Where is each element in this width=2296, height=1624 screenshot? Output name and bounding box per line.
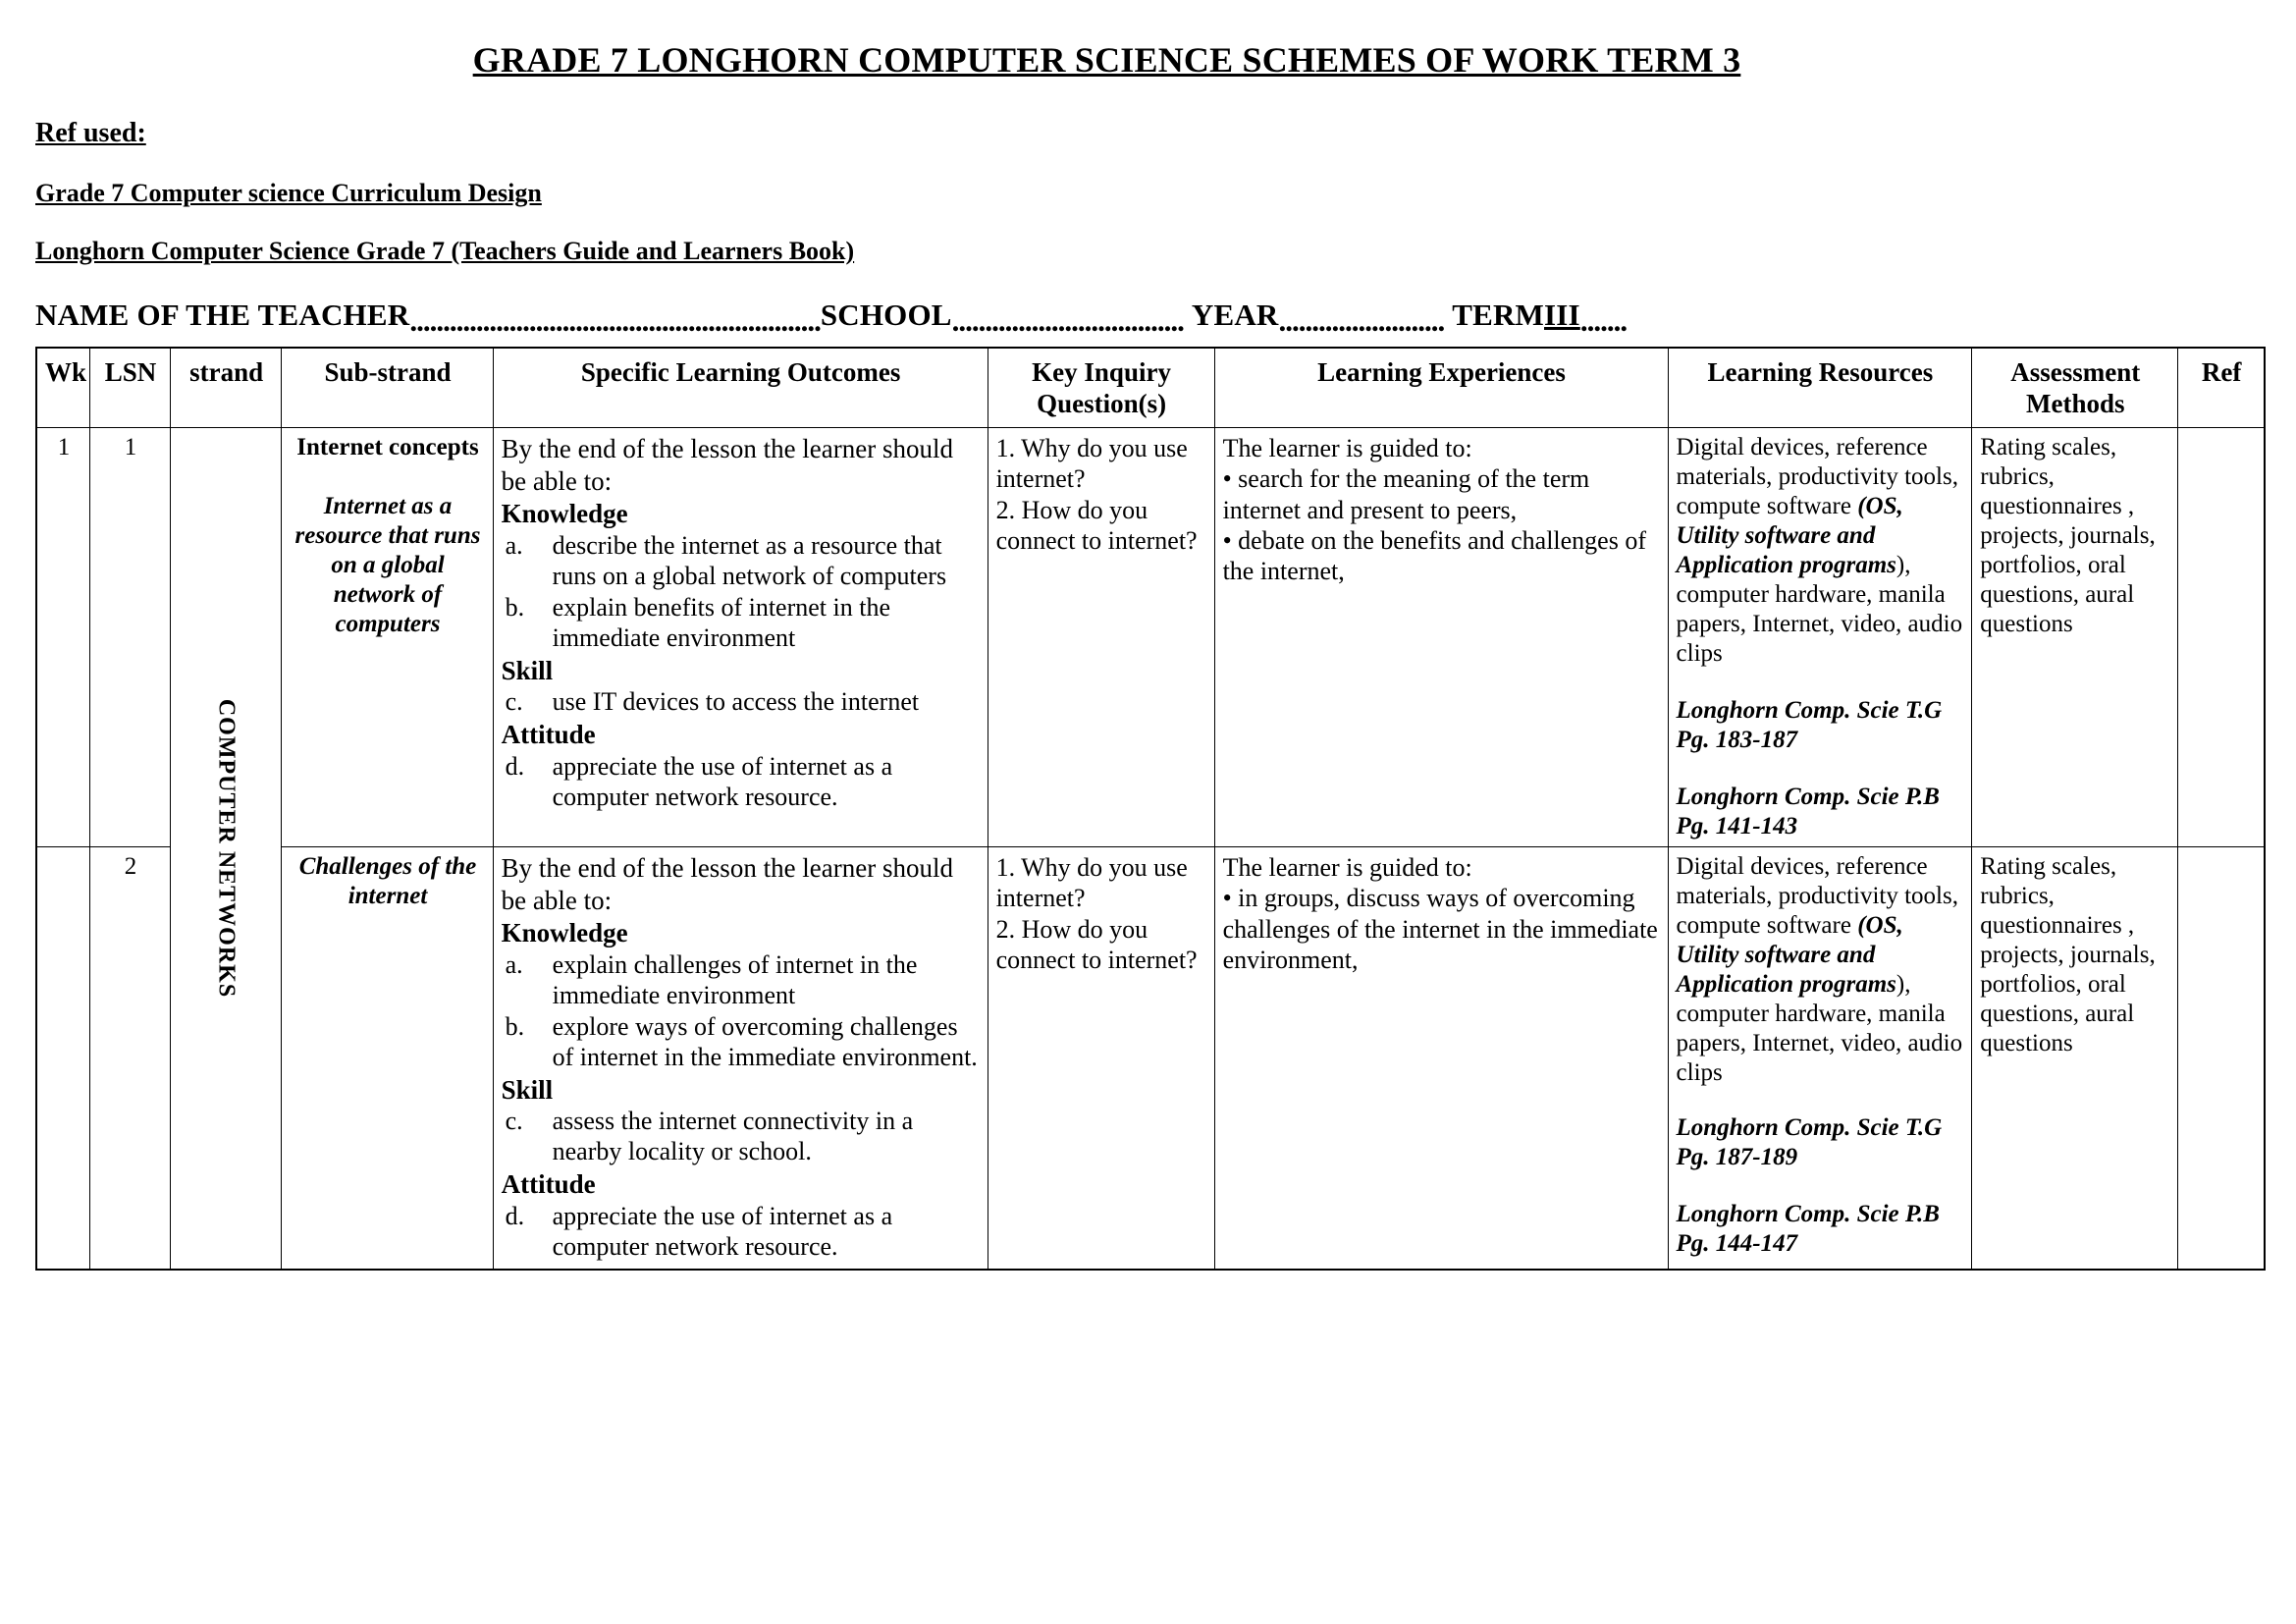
schemes-of-work-table: [35, 347, 2266, 1271]
slo-item-marker: b.: [505, 1011, 525, 1041]
slo-item: [502, 531, 981, 592]
learning-resources-part1: Digital devices, reference materials, productivity tools, compute software: [1676, 853, 1958, 940]
assessment-methods-text: Rating scales, rubrics, questionnaires , projects, journals, portfolios, oral questions, aural questions: [1980, 434, 2156, 638]
column-header-assessment-methods: [1972, 348, 2178, 428]
sub-strand-title: Internet concepts: [296, 434, 479, 461]
learning-resource-reference: Longhorn Comp. Scie T.G Pg. 187-189: [1676, 1114, 1943, 1171]
slo-category-skill: Skill: [501, 1074, 554, 1105]
learning-resource-reference: Longhorn Comp. Scie P.B Pg. 144-147: [1676, 1201, 1940, 1258]
slo-item: [502, 950, 981, 1011]
learning-experience-bullet: • debate on the benefits and challenges of the internet,: [1222, 525, 1646, 585]
cell-learning-experiences: [1214, 847, 1668, 1270]
ref-item-curriculum-design: Grade 7 Computer science Curriculum Design: [35, 179, 542, 207]
cell-key-inquiry-questions: [988, 428, 1214, 847]
school-label: SCHOOL: [820, 298, 952, 332]
learning-resource-reference: Longhorn Comp. Scie P.B Pg. 141-143: [1676, 784, 1940, 840]
learning-experiences-lead: The learner is guided to:: [1222, 434, 1472, 463]
kiq-header-line2: Question(s): [1037, 389, 1167, 419]
ref-item-longhorn-book: Longhorn Computer Science Grade 7 (Teachers Guide and Learners Book): [35, 237, 855, 265]
cell-specific-learning-outcomes: [493, 847, 988, 1270]
term-value: III: [1544, 298, 1580, 332]
year-blank[interactable]: .........................: [1278, 303, 1445, 338]
kiq-header-line1: Key Inquiry: [1032, 357, 1171, 387]
cell-specific-learning-outcomes: [493, 428, 988, 847]
cell-learning-resources: [1668, 428, 1972, 847]
slo-item-text: explain benefits of internet in the immediate environment: [552, 592, 890, 652]
slo-item-marker: c.: [505, 687, 523, 717]
table-row: [36, 847, 2265, 1270]
slo-item: [502, 687, 981, 718]
cell-sub-strand: [282, 847, 493, 1270]
cell-lsn: 2: [90, 847, 171, 1270]
slo-category-knowledge: Knowledge: [501, 918, 628, 948]
slo-list-attitude: [502, 1202, 981, 1263]
term-label: TERM: [1452, 298, 1545, 332]
cell-learning-resources: [1668, 847, 1972, 1270]
learning-experience-bullet: • in groups, discuss ways of overcoming challenges of the internet in the immediate environment,: [1222, 884, 1658, 974]
cell-assessment-methods: [1972, 847, 2178, 1270]
learning-resources-emphasis: (OS, Utility software and Application programs: [1676, 493, 1903, 579]
column-header-learning-experiences: Learning Experiences: [1214, 348, 1668, 428]
learning-resources-part1: Digital devices, reference materials, productivity tools, compute software: [1676, 434, 1958, 520]
page-title-text: GRADE 7 LONGHORN COMPUTER SCIENCE SCHEMES OF WORK TERM 3: [472, 40, 1741, 80]
learning-resources-emphasis: (OS, Utility software and Application programs: [1676, 912, 1903, 999]
cell-lsn: 1: [90, 428, 171, 847]
slo-item: [502, 1012, 981, 1073]
slo-category-attitude: Attitude: [501, 720, 596, 750]
strand-rotated-label: COMPUTER NETWORKS: [213, 698, 240, 999]
slo-item-text: use IT devices to access the internet: [552, 687, 920, 717]
column-header-strand: strand: [170, 348, 281, 428]
slo-item: [502, 593, 981, 654]
slo-category-attitude: Attitude: [501, 1169, 596, 1200]
ref-used-label: Ref used:: [35, 118, 146, 148]
cell-wk: 1: [36, 428, 90, 847]
slo-item-text: describe the internet as a resource that runs on a global network of computers: [552, 530, 947, 590]
cell-assessment-methods: [1972, 428, 2178, 847]
learning-resource-reference: Longhorn Comp. Scie T.G Pg. 183-187: [1676, 697, 1943, 754]
slo-item-text: assess the internet connectivity in a nearby locality or school.: [552, 1107, 914, 1166]
term-blank[interactable]: .......: [1579, 303, 1628, 338]
slo-item-marker: b.: [505, 592, 525, 622]
slo-list-skill: [502, 1107, 981, 1167]
slo-item-text: explain challenges of internet in the immediate environment: [552, 949, 918, 1009]
assessment-header-line2: Methods: [2026, 389, 2125, 419]
slo-item-text: explore ways of overcoming challenges of internet in the immediate environment.: [552, 1011, 978, 1071]
assessment-header-line1: Assessment: [2010, 357, 2141, 387]
slo-item: [502, 752, 981, 813]
table-row: [36, 428, 2265, 847]
cell-ref: [2178, 847, 2265, 1270]
key-inquiry-question: 2. How do you connect to internet?: [995, 495, 1198, 555]
slo-list-knowledge: [502, 531, 981, 654]
table-header-row: [36, 348, 2265, 428]
slo-list-skill: [502, 687, 981, 718]
school-blank[interactable]: ...................................: [951, 303, 1184, 338]
slo-item-marker: a.: [505, 530, 523, 560]
learning-experience-bullet: • search for the meaning of the term internet and present to peers,: [1222, 464, 1590, 524]
learning-resources-part2: ), computer hardware, manila papers, Internet, video, audio clips: [1676, 971, 1963, 1087]
key-inquiry-question: 2. How do you connect to internet?: [995, 914, 1198, 974]
year-label: YEAR: [1191, 298, 1279, 332]
teacher-name-blank[interactable]: ..............................................................: [409, 303, 821, 338]
page-title: [35, 39, 2267, 81]
column-header-ref: Ref: [2178, 348, 2265, 428]
column-header-lsn: LSN: [90, 348, 171, 428]
learning-experiences-lead: The learner is guided to:: [1222, 853, 1472, 883]
learning-resources-part2: ), computer hardware, manila papers, Internet, video, audio clips: [1676, 552, 1963, 668]
learning-resources-text: [1677, 852, 1965, 1088]
slo-item: [502, 1202, 981, 1263]
learning-resources-text: [1677, 433, 1965, 669]
sub-strand-description: Challenges of the internet: [298, 853, 477, 910]
slo-lead: By the end of the lesson the learner should be able to:: [501, 853, 953, 915]
slo-item-marker: a.: [505, 949, 523, 979]
column-header-specific-learning-outcomes: Specific Learning Outcomes: [493, 348, 988, 428]
slo-category-knowledge: Knowledge: [501, 499, 628, 529]
assessment-methods-text: Rating scales, rubrics, questionnaires , projects, journals, portfolios, oral questions, aural questions: [1980, 853, 2156, 1057]
slo-category-skill: Skill: [501, 655, 554, 685]
slo-item: [502, 1107, 981, 1167]
key-inquiry-question: 1. Why do you use internet?: [995, 853, 1188, 913]
slo-lead: By the end of the lesson the learner should be able to:: [501, 434, 953, 496]
slo-list-attitude: [502, 752, 981, 813]
table-body: [36, 428, 2265, 1270]
cell-ref: [2178, 428, 2265, 847]
column-header-sub-strand: Sub-strand: [282, 348, 493, 428]
cell-key-inquiry-questions: [988, 847, 1214, 1270]
slo-list-knowledge: [502, 950, 981, 1073]
teacher-name-label: NAME OF THE TEACHER: [35, 298, 410, 332]
cell-strand: [170, 428, 281, 1270]
sub-strand-description: Internet as a resource that runs on a global network of computers: [294, 493, 481, 638]
column-header-learning-resources: Learning Resources: [1668, 348, 1972, 428]
column-header-wk: Wk: [36, 348, 90, 428]
cell-wk: [36, 847, 90, 1270]
cell-sub-strand: [282, 428, 493, 847]
slo-item-marker: c.: [505, 1107, 523, 1136]
slo-item-text: appreciate the use of internet as a computer network resource.: [552, 751, 893, 811]
column-header-key-inquiry-questions: [988, 348, 1214, 428]
teacher-info-line: [35, 298, 2267, 338]
key-inquiry-question: 1. Why do you use internet?: [995, 434, 1188, 494]
slo-item-marker: d.: [505, 751, 525, 781]
slo-item-text: appreciate the use of internet as a computer network resource.: [552, 1201, 893, 1261]
cell-learning-experiences: [1214, 428, 1668, 847]
slo-item-marker: d.: [505, 1201, 525, 1230]
